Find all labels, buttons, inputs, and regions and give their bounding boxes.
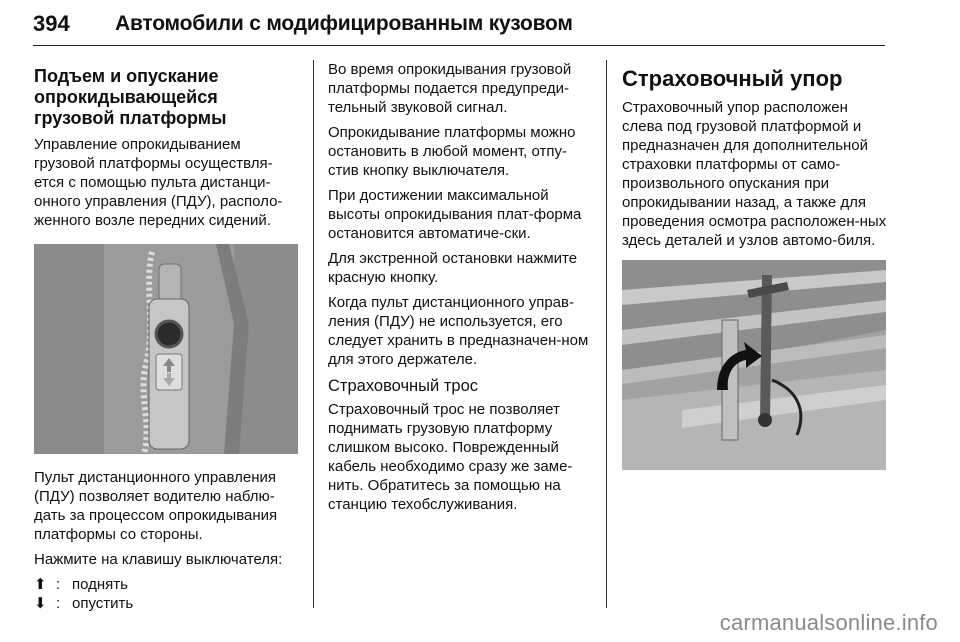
arrow-up-icon: ⬆ — [34, 576, 47, 593]
section-heading: Подъем и опускание опрокидывающейся грузовой платформы — [34, 66, 227, 128]
key-separator: : — [56, 595, 61, 612]
key-lower-row — [34, 594, 298, 613]
intro-paragraph: Управление опрокидыванием грузовой платформы осуществля-ется с помощью пульта дистанци-онного управления (ПДУ), располо-женного возле передних сидений. — [34, 136, 283, 229]
paragraph-emergency-stop: Для экстренной остановки нажмите красную кнопку. — [328, 250, 578, 286]
column-divider — [606, 60, 607, 608]
column-right — [622, 60, 892, 470]
page-number: 394 — [33, 11, 70, 36]
arrow-down-icon: ⬇ — [34, 595, 47, 612]
section-heading: Страховочный упор — [622, 66, 843, 91]
key-raise-row — [34, 575, 298, 594]
paragraph-warning-signal: Во время опрокидывания грузовой платформы подается предупреди-тельный звуковой сигнал. — [328, 61, 572, 116]
key-raise-label: поднять — [72, 576, 128, 593]
column-divider — [313, 60, 314, 608]
safety-prop-figure — [622, 260, 886, 470]
section-title: Автомобили с модифицированным кузовом — [115, 12, 573, 35]
remote-control-illustration — [34, 244, 298, 454]
key-separator: : — [56, 576, 61, 593]
paragraph-storage: Когда пульт дистанционного управ-ления (ПДУ) не используется, его следует хранить в предназначен-ном для этого держателе. — [328, 294, 589, 368]
paragraph-stop: Опрокидывание платформы можно остановить в любой момент, отпу-стив кнопку выключателя. — [328, 124, 576, 179]
column-left — [34, 60, 298, 613]
watermark: carmanualsonline.info — [719, 610, 938, 635]
key-lower-label: опустить — [72, 595, 134, 612]
column-middle — [328, 60, 592, 520]
subsection-heading: Страховочный трос — [328, 377, 478, 395]
remote-control-figure — [34, 244, 298, 454]
paragraph-max-height: При достижении максимальной высоты опрокидывания плат-форма остановится автоматиче-ски. — [328, 187, 582, 242]
instruction-text: Нажмите на клавишу выключателя: — [34, 551, 283, 568]
figure-caption: Пульт дистанционного управления (ПДУ) позволяет водителю наблю-дать за процессом опрокидывания платформы со стороны. — [34, 469, 278, 543]
paragraph-safety-cable: Страховочный трос не позволяет поднимать грузовую платформу слишком высоко. Поврежденный кабель необходимо сразу же заме-нить. Обратитесь за помощью на станцию техобслуживания. — [328, 401, 573, 513]
page-header — [33, 9, 885, 46]
safety-prop-illustration — [622, 260, 886, 470]
paragraph-safety-prop: Страховочный упор расположен слева под грузовой платформой и предназначен для дополнительной страховки платформы от само-произвольного опускания при опрокидывании назад, а также для проведения осмотра расположен-ных здесь деталей и узлов автомо-биля. — [622, 99, 887, 249]
